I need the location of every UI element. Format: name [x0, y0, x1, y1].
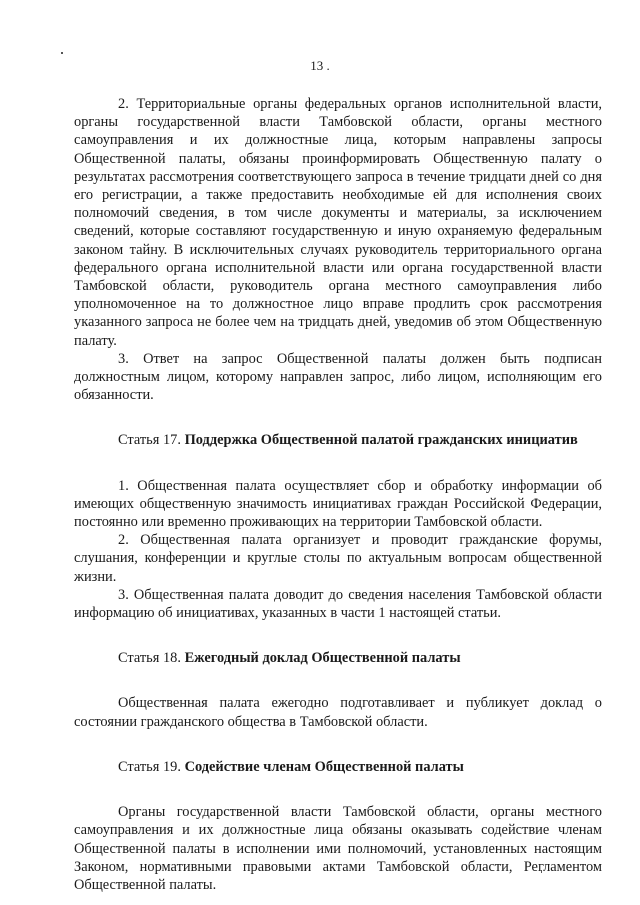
article-19-paragraph-1: Органы государственной власти Тамбовской области, органы местного самоуправления и их должностные лица обязаны оказывать содействие членам Общественной палаты в исполнении ими полномочий, установленных настоящим Законом, нормативными правовыми актами Тамбовской области, Регламентом Общественной палаты.	[74, 804, 602, 893]
article-18-heading	[74, 649, 602, 667]
document-body	[74, 95, 602, 894]
article-17-paragraph-3: 3. Общественная палата доводит до сведения населения Тамбовской области информацию об инициативах, указанных в части 1 настоящей статьи.	[74, 586, 602, 622]
article-19-heading	[74, 758, 602, 776]
article-19-prefix: Статья 19.	[118, 758, 181, 775]
article-18-prefix: Статья 18.	[118, 650, 181, 667]
article-18-paragraph-1: Общественная палата ежегодно подготавливает и публикует доклад о состоянии гражданского общества в Тамбовской области.	[74, 695, 602, 730]
article-19-title: Содействие членам Общественной палаты	[184, 758, 464, 775]
scan-mark	[61, 52, 63, 54]
page-number: 13 .	[310, 58, 330, 73]
paragraph-3: 3. Ответ на запрос Общественной палаты должен быть подписан должностным лицом, которому направлен запрос, либо лицом, исполняющим его обязанности.	[74, 350, 602, 404]
article-17-heading	[74, 431, 602, 449]
article-17-title: Поддержка Общественной палатой гражданских инициатив	[184, 432, 578, 449]
article-17-paragraph-1: 1. Общественная палата осуществляет сбор и обработку информации об имеющих общественную значимость инициативах граждан Российской Федерации, постоянно или временно проживающих на территории Тамбовской области.	[74, 477, 602, 531]
article-18-title: Ежегодный доклад Общественной палаты	[184, 650, 461, 667]
article-17-prefix: Статья 17.	[118, 432, 181, 449]
article-17-paragraph-2: 2. Общественная палата организует и проводит гражданские форумы, слушания, конференции и круглые столы по актуальным вопросам общественной жизни.	[74, 532, 602, 585]
paragraph-2: 2. Территориальные органы федеральных органов исполнительной власти, органы государственной власти Тамбовской области, органы местного самоуправления и их должностные лица, которым направлены запросы Общественной палаты, обязаны проинформировать Общественную палату о результатах рассмотрения соответствующего запроса в течение тридцати дней со дня его регистрации, а также предоставить необходимые ей для исполнения своих полномочий сведения, в том числе документы и материалы, за исключением сведений, которые составляют государственную и иную охраняемую федеральным законом тайну. В исключительных случаях руководитель территориального органа федерального органа исполнительной власти или органа государственной власти Тамбовской области, руководитель органа местного самоуправления либо уполномоченное на то должностное лицо вправе продлить срок рассмотрения указанного запроса не более чем на тридцать дней, уведомив об этом Общественную палату.	[74, 96, 602, 349]
